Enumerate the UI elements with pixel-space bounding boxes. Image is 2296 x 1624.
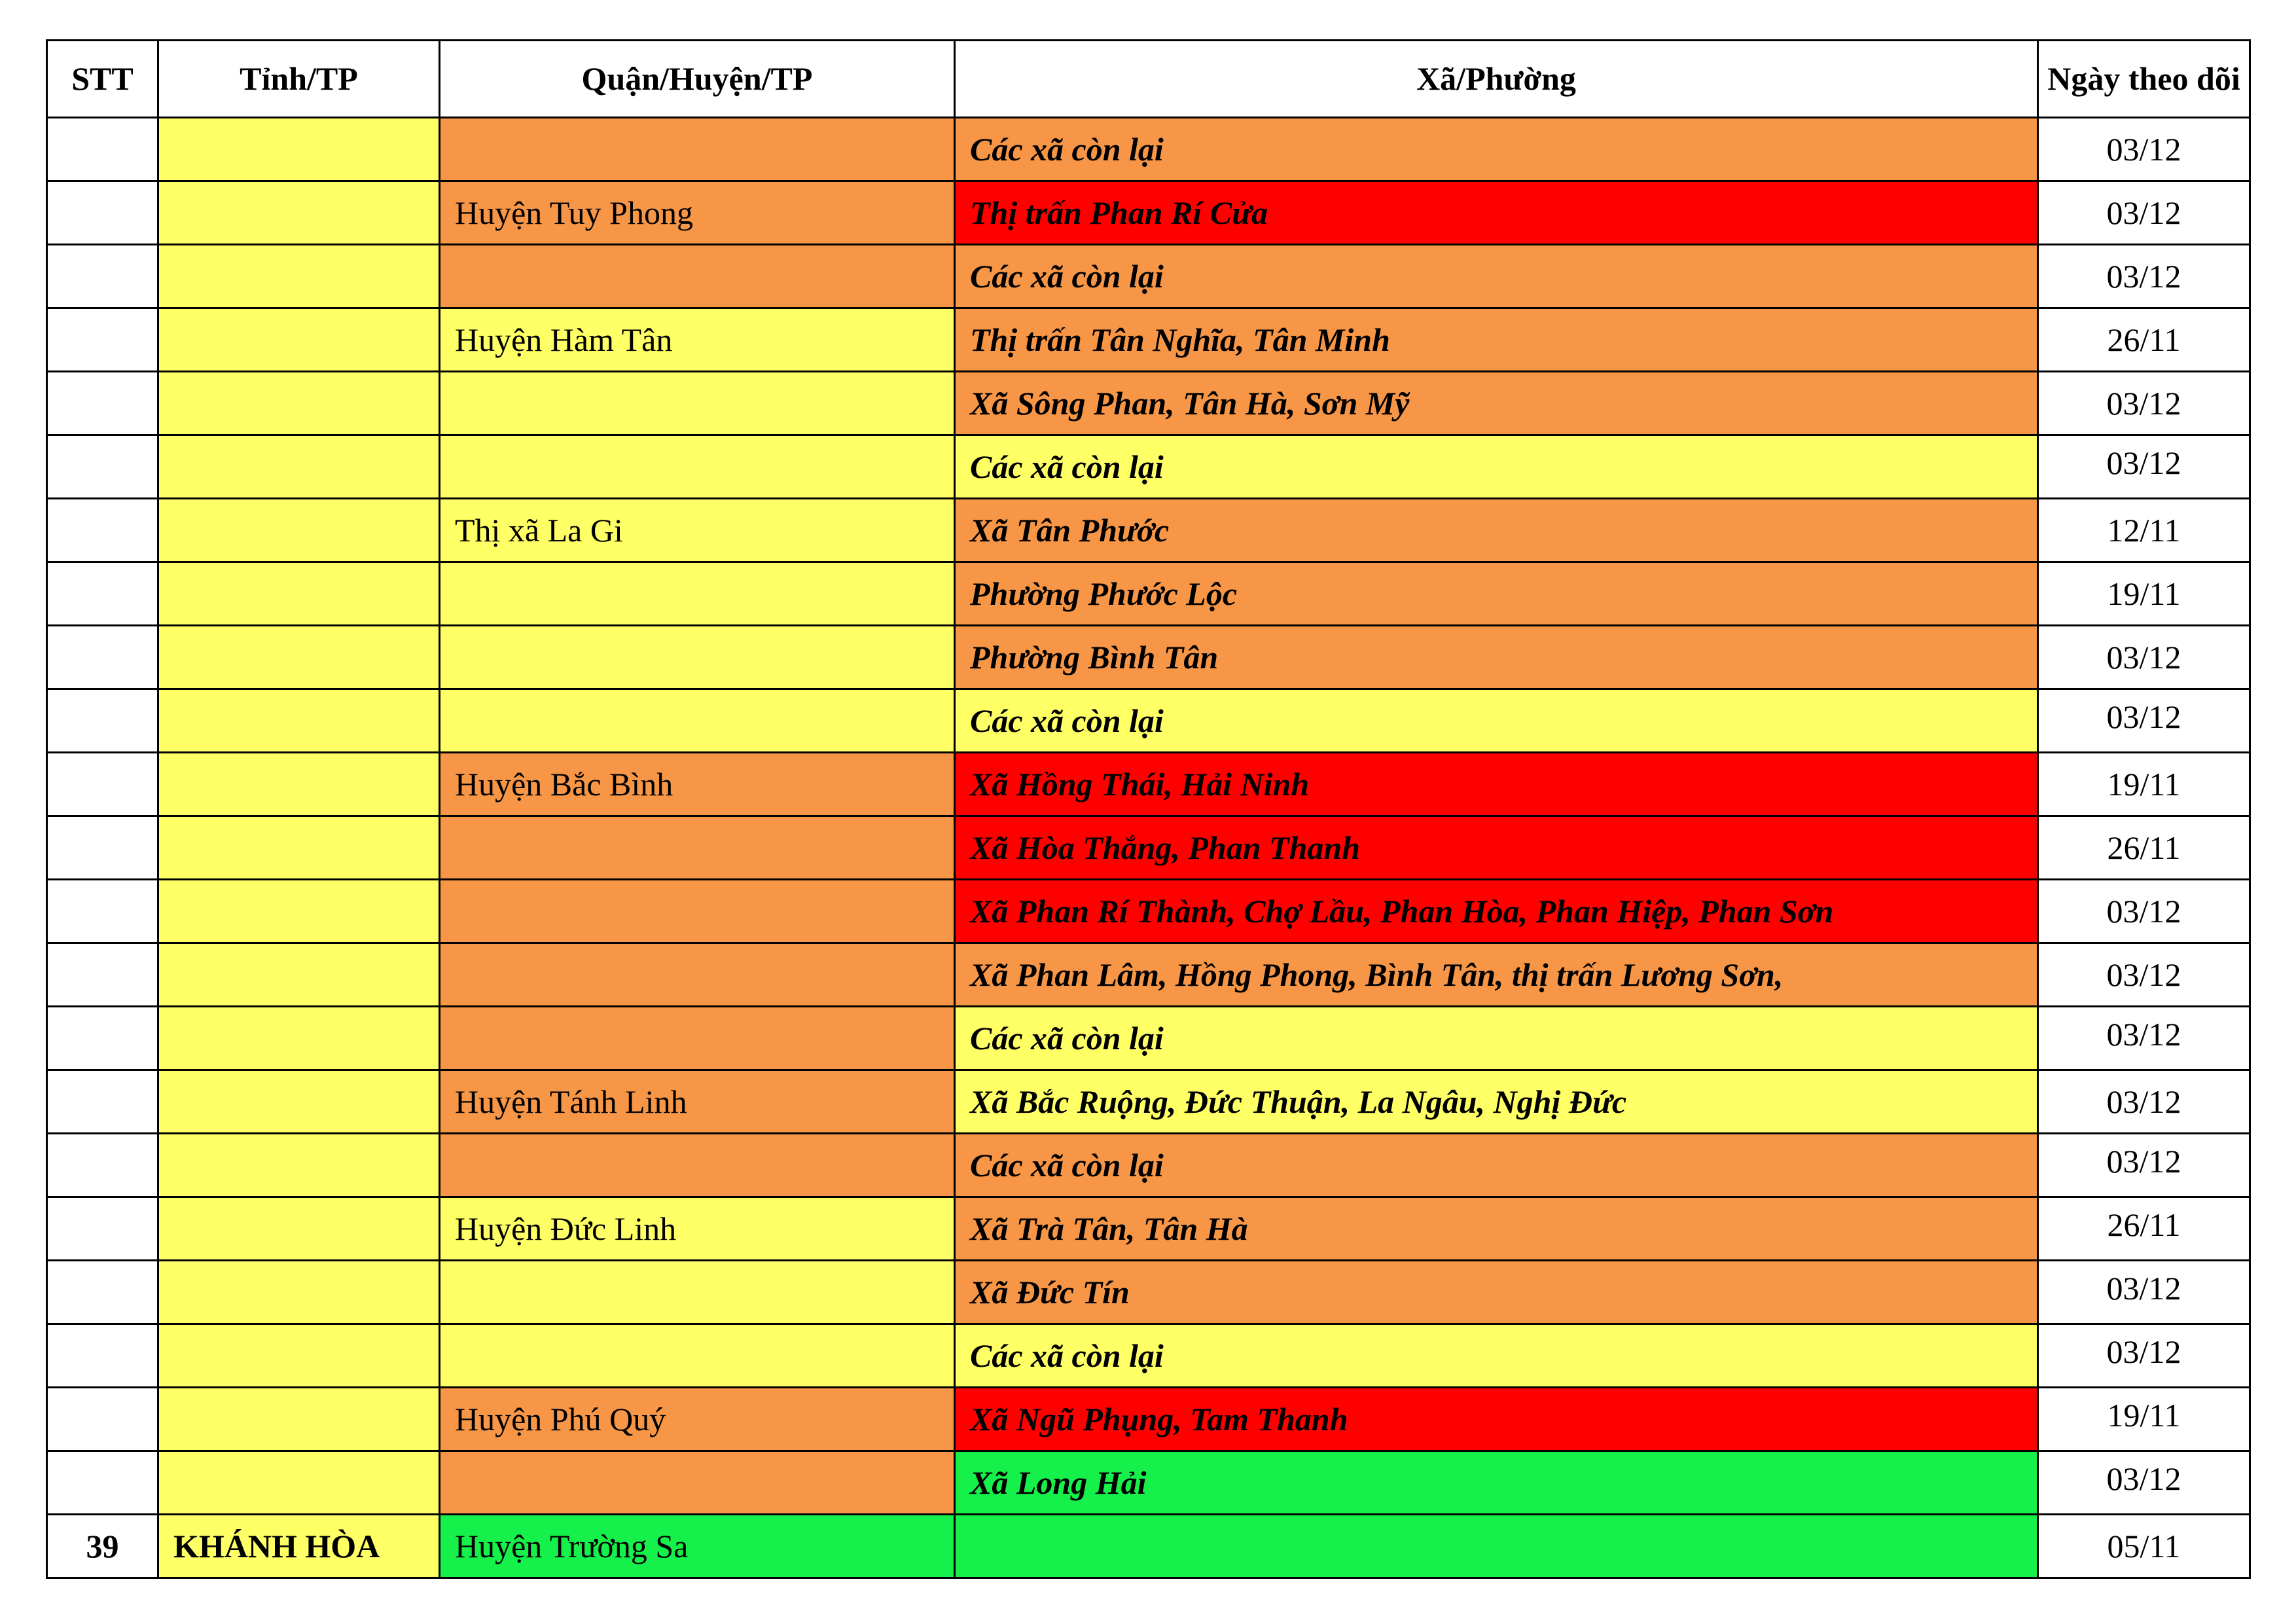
stt-cell (47, 499, 158, 562)
province-cell (158, 1134, 440, 1197)
date-cell: 19/11 (2038, 1388, 2250, 1451)
table-row (47, 1070, 2250, 1134)
province-cell (158, 372, 440, 435)
province-cell (158, 1261, 440, 1324)
ward-cell: Xã Đức Tín (955, 1261, 2038, 1324)
stt-cell (47, 1451, 158, 1515)
province-cell (158, 753, 440, 816)
province-cell (158, 1070, 440, 1134)
date-cell: 05/11 (2038, 1515, 2250, 1578)
district-cell: Huyện Hàm Tân (440, 308, 955, 372)
stt-cell (47, 1197, 158, 1261)
ward-cell (955, 1515, 2038, 1578)
table-row (47, 308, 2250, 372)
stt-cell: 39 (47, 1515, 158, 1578)
table-row (47, 372, 2250, 435)
ward-cell: Xã Ngũ Phụng, Tam Thanh (955, 1388, 2038, 1451)
ward-cell: Các xã còn lại (955, 1007, 2038, 1070)
stt-cell (47, 943, 158, 1007)
ward-cell: Thị trấn Tân Nghĩa, Tân Minh (955, 308, 2038, 372)
table-row (47, 1197, 2250, 1261)
ward-cell: Các xã còn lại (955, 118, 2038, 181)
province-cell (158, 435, 440, 499)
ward-cell: Xã Sông Phan, Tân Hà, Sơn Mỹ (955, 372, 2038, 435)
table-row (47, 562, 2250, 626)
table-row (47, 1007, 2250, 1070)
ward-cell: Các xã còn lại (955, 1134, 2038, 1197)
header-stt: STT (47, 41, 158, 118)
date-cell: 03/12 (2038, 1451, 2250, 1515)
stt-cell (47, 118, 158, 181)
province-cell (158, 1197, 440, 1261)
province-cell (158, 181, 440, 245)
date-cell: 19/11 (2038, 562, 2250, 626)
province-cell (158, 1388, 440, 1451)
ward-cell: Xã Phan Rí Thành, Chợ Lầu, Phan Hòa, Phan Hiệp, Phan Sơn (955, 880, 2038, 943)
date-cell: 03/12 (2038, 1007, 2250, 1070)
table-row (47, 1134, 2250, 1197)
district-cell (440, 245, 955, 308)
date-cell: 03/12 (2038, 943, 2250, 1007)
province-cell (158, 562, 440, 626)
header-ward: Xã/Phường (955, 41, 2038, 118)
table-row (47, 435, 2250, 499)
province-cell (158, 499, 440, 562)
monitoring-table (46, 39, 2251, 1579)
table-row (47, 943, 2250, 1007)
ward-cell: Xã Hồng Thái, Hải Ninh (955, 753, 2038, 816)
province-cell (158, 1007, 440, 1070)
table-row (47, 1451, 2250, 1515)
ward-cell: Xã Long Hải (955, 1451, 2038, 1515)
ward-cell: Xã Phan Lâm, Hồng Phong, Bình Tân, thị trấn Lương Sơn, (955, 943, 2038, 1007)
table-row (47, 753, 2250, 816)
table-row (47, 1515, 2250, 1578)
district-cell: Huyện Tánh Linh (440, 1070, 955, 1134)
date-cell: 19/11 (2038, 753, 2250, 816)
header-district: Quận/Huyện/TP (440, 41, 955, 118)
stt-cell (47, 562, 158, 626)
ward-cell: Các xã còn lại (955, 435, 2038, 499)
stt-cell (47, 372, 158, 435)
stt-cell (47, 1388, 158, 1451)
district-cell (440, 435, 955, 499)
ward-cell: Phường Bình Tân (955, 626, 2038, 689)
date-cell: 03/12 (2038, 1261, 2250, 1324)
table-row (47, 245, 2250, 308)
district-cell (440, 943, 955, 1007)
district-cell (440, 562, 955, 626)
date-cell: 03/12 (2038, 1070, 2250, 1134)
table-row (47, 1324, 2250, 1388)
district-cell: Thị xã La Gi (440, 499, 955, 562)
stt-cell (47, 308, 158, 372)
table-body (47, 118, 2250, 1578)
stt-cell (47, 245, 158, 308)
date-cell: 12/11 (2038, 499, 2250, 562)
province-cell (158, 626, 440, 689)
table-row (47, 816, 2250, 880)
province-cell (158, 880, 440, 943)
stt-cell (47, 1134, 158, 1197)
district-cell (440, 1007, 955, 1070)
ward-cell: Các xã còn lại (955, 1324, 2038, 1388)
province-cell (158, 816, 440, 880)
table-row (47, 181, 2250, 245)
stt-cell (47, 880, 158, 943)
header-date: Ngày theo dõi (2038, 41, 2250, 118)
ward-cell: Các xã còn lại (955, 245, 2038, 308)
district-cell (440, 1261, 955, 1324)
district-cell: Huyện Đức Linh (440, 1197, 955, 1261)
ward-cell: Xã Tân Phước (955, 499, 2038, 562)
table-row (47, 880, 2250, 943)
date-cell: 03/12 (2038, 435, 2250, 499)
province-cell (158, 245, 440, 308)
date-cell: 26/11 (2038, 816, 2250, 880)
district-cell (440, 1134, 955, 1197)
stt-cell (47, 1324, 158, 1388)
date-cell: 03/12 (2038, 880, 2250, 943)
ward-cell: Thị trấn Phan Rí Cửa (955, 181, 2038, 245)
ward-cell: Xã Bắc Ruộng, Đức Thuận, La Ngâu, Nghị Đức (955, 1070, 2038, 1134)
province-cell (158, 308, 440, 372)
district-cell (440, 816, 955, 880)
stt-cell (47, 626, 158, 689)
district-cell (440, 372, 955, 435)
district-cell: Huyện Phú Quý (440, 1388, 955, 1451)
header-province: Tỉnh/TP (158, 41, 440, 118)
stt-cell (47, 181, 158, 245)
date-cell: 03/12 (2038, 245, 2250, 308)
district-cell (440, 689, 955, 753)
stt-cell (47, 1007, 158, 1070)
stt-cell (47, 753, 158, 816)
date-cell: 03/12 (2038, 689, 2250, 753)
district-cell: Huyện Bắc Bình (440, 753, 955, 816)
ward-cell: Xã Trà Tân, Tân Hà (955, 1197, 2038, 1261)
province-cell (158, 118, 440, 181)
date-cell: 26/11 (2038, 1197, 2250, 1261)
district-cell (440, 1324, 955, 1388)
stt-cell (47, 816, 158, 880)
date-cell: 03/12 (2038, 181, 2250, 245)
province-cell (158, 1451, 440, 1515)
district-cell: Huyện Tuy Phong (440, 181, 955, 245)
table-row (47, 499, 2250, 562)
date-cell: 03/12 (2038, 118, 2250, 181)
table-row (47, 1261, 2250, 1324)
stt-cell (47, 435, 158, 499)
stt-cell (47, 689, 158, 753)
ward-cell: Xã Hòa Thắng, Phan Thanh (955, 816, 2038, 880)
stt-cell (47, 1261, 158, 1324)
district-cell (440, 626, 955, 689)
date-cell: 03/12 (2038, 372, 2250, 435)
ward-cell: Phường Phước Lộc (955, 562, 2038, 626)
district-cell (440, 1451, 955, 1515)
table-row (47, 689, 2250, 753)
date-cell: 03/12 (2038, 626, 2250, 689)
province-cell (158, 1324, 440, 1388)
district-cell (440, 118, 955, 181)
date-cell: 03/12 (2038, 1134, 2250, 1197)
date-cell: 26/11 (2038, 308, 2250, 372)
district-cell: Huyện Trường Sa (440, 1515, 955, 1578)
province-cell (158, 943, 440, 1007)
province-cell: KHÁNH HÒA (158, 1515, 440, 1578)
table-row (47, 118, 2250, 181)
ward-cell: Các xã còn lại (955, 689, 2038, 753)
table-row (47, 1388, 2250, 1451)
province-cell (158, 689, 440, 753)
table-row (47, 626, 2250, 689)
date-cell: 03/12 (2038, 1324, 2250, 1388)
district-cell (440, 880, 955, 943)
stt-cell (47, 1070, 158, 1134)
header-row (47, 41, 2250, 118)
